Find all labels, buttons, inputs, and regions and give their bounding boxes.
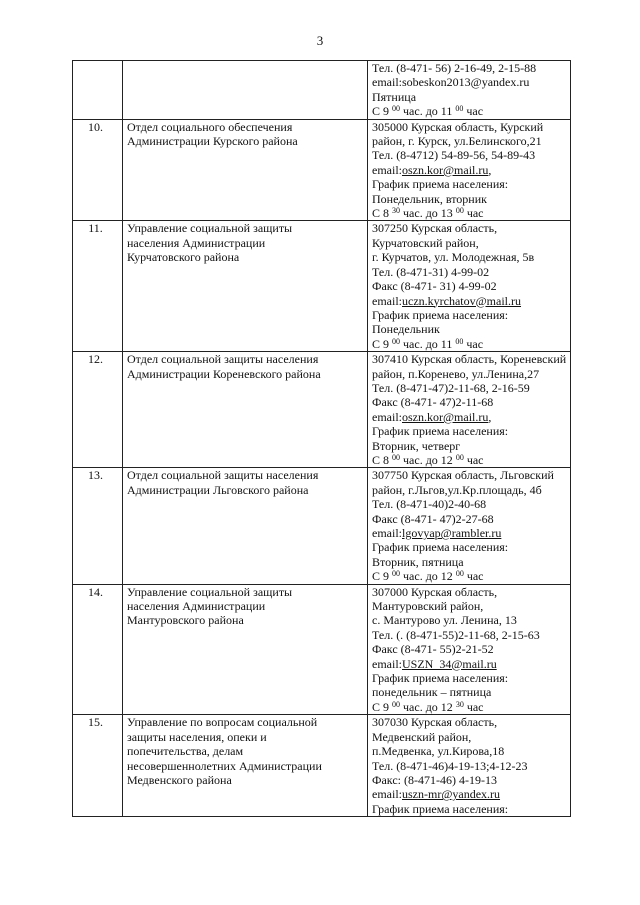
contact-info-line: С 9 $^{00}$ час. до 11 $^{00}$ час (372, 336, 484, 351)
row-number-cell (73, 221, 123, 352)
organization-name-cell (123, 352, 368, 468)
contact-info-line: район, г. Курск, ул.Белинского,21 (372, 134, 542, 149)
contact-info-line: График приема населения: (372, 424, 509, 439)
contact-info-line: Факс (8-471- 31) 4-99-02 (372, 279, 497, 294)
time-minutes: 00 (392, 336, 401, 346)
social-protection-offices-table (72, 60, 571, 817)
contact-info-line: Тел. (. (8-471-55)2-11-68, 2-15-63 (372, 627, 540, 642)
contact-info-line: 305000 Курская область, Курский (372, 119, 544, 134)
contact-info-line: Факс (8-471- 47)2-27-68 (372, 511, 494, 526)
organization-name-cell (123, 119, 368, 221)
email-link[interactable]: USZN_34@mail.ru (402, 656, 497, 671)
contact-info-line: 307030 Курская область, (372, 715, 498, 730)
organization-name-line: населения Администрации (127, 235, 266, 250)
email-line: email:oszn.kor@mail.ru, (372, 162, 492, 177)
time-minutes: 00 (392, 104, 401, 114)
organization-name-line: Управление социальной защиты (127, 584, 293, 599)
contact-info-line: С 9 $^{00}$ час. до 12 $^{00}$ час (372, 569, 484, 584)
contact-info-line: Тел. (8-471-40)2-40-68 (372, 497, 487, 512)
organization-name-line: Администрации Льговского района (127, 482, 309, 497)
time-minutes: 00 (392, 452, 401, 462)
organization-name-cell (123, 715, 368, 817)
contact-info-line: 307250 Курская область, (372, 221, 498, 236)
email-link[interactable]: oszn.kor@mail.ru (402, 409, 489, 424)
contact-info-line: С 8 $^{30}$ час. до 13 $^{00}$ час (372, 206, 484, 221)
row-number: 13. (88, 468, 103, 483)
email-link[interactable]: uszn-mr@yandex.ru (402, 787, 501, 802)
contact-info-line: С 8 $^{00}$ час. до 12 $^{00}$ час (372, 452, 484, 467)
email-link[interactable]: lgovyap@rambler.ru (402, 526, 502, 540)
contact-info-line: Тел. (8-471-31) 4-99-02 (372, 264, 490, 279)
contact-info-cell (368, 715, 571, 817)
organization-name-cell (123, 61, 368, 120)
organization-name-line: Отдел социальной защиты населения (127, 468, 319, 483)
contact-info-line: Тел. (8-471-46)4-19-13;4-12-23 (372, 758, 528, 773)
contact-info-line: Понедельник, вторник (372, 191, 487, 206)
row-number-cell (73, 352, 123, 468)
contact-info-cell (368, 468, 571, 584)
page-number: 3 (316, 33, 324, 48)
contact-info-line: г. Курчатов, ул. Молодежная, 5в (372, 250, 535, 265)
contact-info-cell (368, 584, 571, 715)
contact-info-line: Пятница (372, 89, 417, 104)
email-line: email:uszn-mr@yandex.ru (372, 787, 501, 802)
table-row (73, 715, 571, 817)
organization-name-line: Управление по вопросам социальной (127, 715, 318, 730)
table-row (73, 352, 571, 468)
row-number: 14. (88, 584, 103, 599)
email-line: email:uczn.kyrchatov@mail.ru (372, 293, 522, 308)
contact-info-cell (368, 119, 571, 221)
contact-info-line: с. Мантурово ул. Ленина, 13 (372, 613, 517, 628)
row-number-cell (73, 715, 123, 817)
contact-info-line: 307750 Курская область, Льговский (372, 468, 554, 483)
row-number: 15. (88, 715, 103, 730)
time-minutes: 30 (455, 699, 464, 709)
row-number: 10. (88, 119, 103, 134)
organization-name-line: Администрации Кореневского района (127, 366, 321, 381)
organization-name-line: Администрации Курского района (127, 134, 298, 149)
email-line: email:oszn.kor@mail.ru, (372, 409, 492, 424)
email-link[interactable]: uczn.kyrchatov@mail.ru (402, 293, 522, 308)
contact-info-line: Тел. (8-471-47)2-11-68, 2-16-59 (372, 380, 530, 395)
contact-info-line: район, п.Коренево, ул.Ленина,27 (372, 366, 540, 381)
contact-info-line: Факс (8-471- 55)2-21-52 (372, 642, 494, 657)
organization-name-line: Отдел социальной защиты населения (127, 352, 319, 367)
table-row (73, 221, 571, 352)
time-minutes: 00 (455, 569, 464, 579)
time-minutes: 00 (455, 452, 464, 462)
contact-info-line: С 9 $^{00}$ час. до 11 $^{00}$ час (372, 104, 484, 119)
contact-info-line: С 9 $^{00}$ час. до 12 $^{30}$ час (372, 699, 484, 714)
contact-info-line: График приема населения: (372, 671, 509, 686)
row-number-cell (73, 468, 123, 584)
email-line: email:lgovyap@rambler.ru (372, 526, 502, 540)
row-number-cell (73, 119, 123, 221)
contact-info-line: График приема населения: (372, 801, 509, 816)
time-minutes: 00 (455, 104, 464, 114)
contact-info-line: Тел. (8-471- 56) 2-16-49, 2-15-88 (372, 61, 537, 75)
organization-name-line: Медвенского района (127, 772, 232, 787)
contact-info-line: п.Медвенка, ул.Кирова,18 (372, 744, 505, 759)
contact-info-line: Вторник, пятница (372, 554, 464, 569)
organization-name-line: попечительства, делам (127, 744, 244, 759)
organization-name-line: населения Администрации (127, 599, 266, 614)
time-minutes: 00 (455, 336, 464, 346)
organization-name-line: защиты населения, опеки и (127, 729, 267, 744)
time-minutes: 30 (392, 206, 401, 216)
email-line: email:USZN_34@mail.ru (372, 656, 497, 671)
organization-name-cell (123, 584, 368, 715)
contact-info-cell (368, 352, 571, 468)
contact-info-line: График приема населения: (372, 177, 509, 192)
contact-info-line: Мантуровский район, (372, 599, 484, 614)
contact-info-cell (368, 61, 571, 120)
contact-info-line: График приема населения: (372, 307, 509, 322)
row-number-cell (73, 584, 123, 715)
time-minutes: 00 (392, 569, 401, 579)
contact-info-line: Тел. (8-4712) 54-89-56, 54-89-43 (372, 148, 536, 163)
table-row (73, 119, 571, 221)
contact-info-line: район, г.Льгов,ул.Кр.площадь, 4б (372, 482, 542, 497)
contact-info-line: Вторник, четверг (372, 438, 461, 453)
time-minutes: 00 (392, 699, 401, 709)
row-number-cell (73, 61, 123, 120)
contact-info-cell (368, 221, 571, 352)
table-row (73, 61, 571, 120)
organization-name-line: несовершеннолетних Администрации (127, 758, 322, 773)
contact-info-line: Медвенский район, (372, 729, 472, 744)
row-number: 12. (88, 352, 103, 367)
table-row (73, 584, 571, 715)
table-row (73, 468, 571, 584)
contact-info-line: понедельник – пятница (372, 685, 492, 700)
contact-info-line: График приема населения: (372, 540, 509, 555)
contact-info-line: Понедельник (372, 322, 440, 337)
organization-name-line: Курчатовского района (127, 250, 240, 265)
organization-name-cell (123, 221, 368, 352)
row-number: 11. (88, 221, 103, 236)
contact-info-line: email:sobeskon2013@yandex.ru (372, 75, 530, 90)
contact-info-line: Факс: (8-471-46) 4-19-13 (372, 772, 497, 787)
organization-name-line: Управление социальной защиты (127, 221, 293, 236)
contact-info-line: 307410 Курская область, Кореневский (372, 352, 567, 367)
contact-info-line: Курчатовский район, (372, 235, 479, 250)
contact-info-line: 307000 Курская область, (372, 584, 498, 599)
organization-name-line: Мантуровского района (127, 613, 244, 628)
organization-name-cell (123, 468, 368, 584)
organization-name-line: Отдел социального обеспечения (127, 119, 293, 134)
contact-info-line: Факс (8-471- 47)2-11-68 (372, 395, 494, 410)
time-minutes: 00 (455, 206, 464, 216)
email-link[interactable]: oszn.kor@mail.ru (402, 162, 489, 177)
